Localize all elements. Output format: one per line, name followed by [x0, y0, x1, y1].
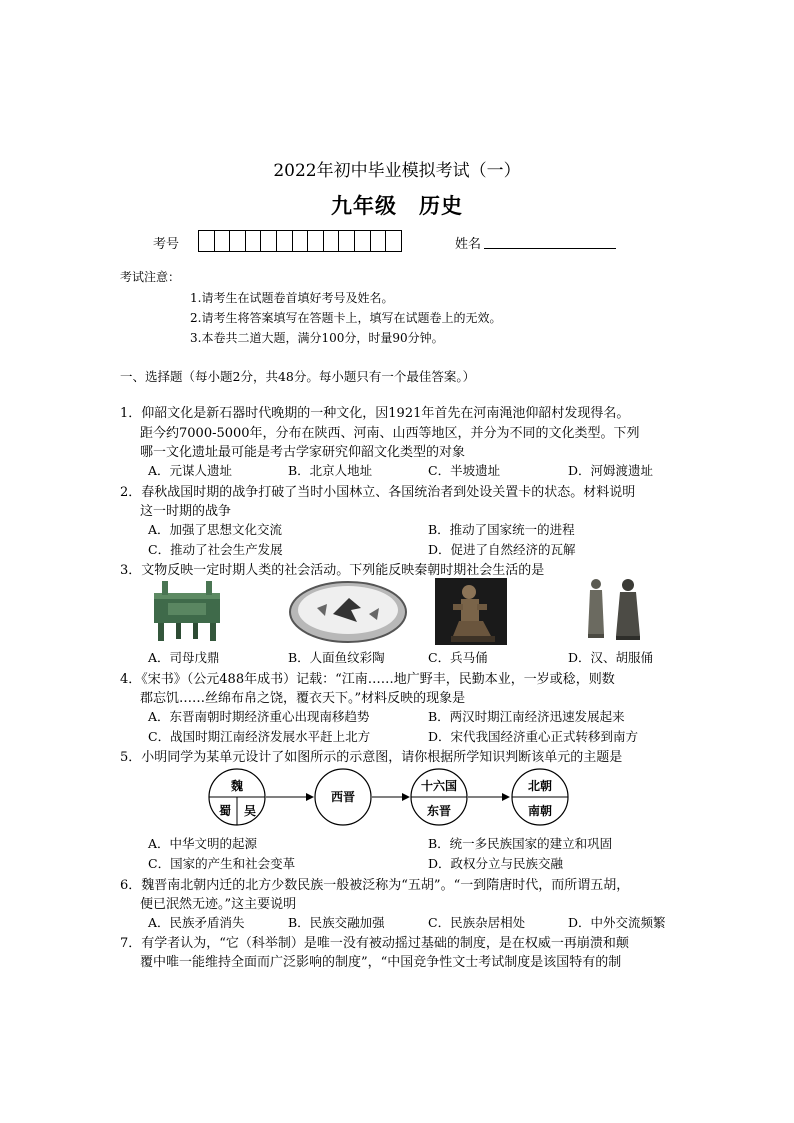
diagram-eastern-jin: 东晋 [426, 804, 452, 818]
painted-pottery-basin-image[interactable] [287, 578, 409, 646]
question-6-line: 6．魏晋南北朝内迁的北方少数民族一般被泛称为“五胡”。“一到隋唐时代，而所谓五胡， [120, 878, 630, 893]
notice-item: 3.本卷共二道大题，满分100分，时量90分钟。 [190, 331, 444, 345]
q3-option-b[interactable]: B．人面鱼纹彩陶 [288, 650, 385, 665]
q5-option-c[interactable]: C．国家的产生和社会变革 [148, 856, 296, 871]
diagram-wu: 吴 [243, 804, 257, 818]
q2-option-b[interactable]: B．推动了国家统一的进程 [428, 522, 575, 537]
q6-option-a[interactable]: A．民族矛盾消失 [148, 915, 245, 930]
name-label: 姓名 [455, 237, 482, 252]
q6-option-d[interactable]: D．中外交流频繁 [568, 915, 666, 930]
diagram-wei: 魏 [230, 779, 244, 793]
han-hu-figurines-image[interactable] [582, 576, 644, 642]
q5-option-d[interactable]: D．政权分立与民族交融 [428, 856, 564, 871]
q1-option-b[interactable]: B．北京人地址 [288, 463, 373, 478]
diagram-southern-dynasties: 南朝 [527, 804, 553, 818]
q1-option-a[interactable]: A．元谋人遗址 [148, 463, 233, 478]
question-4-line: 4．《宋书》（公元488年成书）记载：“江南……地广野丰，民勤本业，一岁或稔，则数 [120, 672, 615, 687]
q6-option-c[interactable]: C．民族杂居相处 [428, 915, 526, 930]
diagram-sixteen-kingdoms: 十六国 [420, 779, 458, 793]
bronze-ding-image[interactable] [148, 579, 226, 643]
question-1-line: 距今约7000-5000年，分布在陕西、河南、山西等地区，并分为不同的文化类型。下列 [140, 426, 640, 441]
exam-number-boxes[interactable] [198, 230, 402, 252]
terracotta-warrior-image[interactable] [435, 578, 507, 645]
q3-option-d[interactable]: D．汉、胡服俑 [568, 650, 654, 665]
question-1-line: 哪一文化遗址最可能是考古学家研究仰韶文化类型的对象 [140, 445, 466, 460]
question-4-line: 郡忘饥……丝绵布帛之饶，覆衣天下。”材料反映的现象是 [140, 691, 466, 706]
q4-option-d[interactable]: D．宋代我国经济重心正式转移到南方 [428, 729, 639, 744]
question-5-line: 5．小明同学为某单元设计了如图所示的示意图，请你根据所学知识判断该单元的主题是 [120, 750, 623, 765]
exam-number-label: 考号 [153, 237, 180, 252]
question-3-line: 3．文物反映一定时期人类的社会活动。下列能反映秦朝时期社会生活的是 [120, 563, 545, 578]
notice-item: 1.请考生在试题卷首填好考号及姓名。 [190, 291, 394, 305]
dynasty-sequence-diagram [205, 766, 585, 828]
exam-subtitle: 九年级 历史 [331, 193, 463, 218]
q2-option-a[interactable]: A．加强了思想文化交流 [148, 522, 283, 537]
q4-option-a[interactable]: A．东晋南朝时期经济重心出现南移趋势 [148, 709, 370, 724]
question-2-line: 2．春秋战国时期的战争打破了当时小国林立、各国统治者到处设关置卡的状态。材料说明 [120, 485, 636, 500]
diagram-northern-dynasties: 北朝 [527, 779, 553, 793]
notice-item: 2.请考生将答案填写在答题卡上，填写在试题卷上的无效。 [190, 311, 502, 325]
diagram-western-jin: 西晋 [330, 790, 356, 804]
q6-option-b[interactable]: B．民族交融加强 [288, 915, 385, 930]
q4-option-c[interactable]: C．战国时期江南经济发展水平赶上北方 [148, 729, 371, 744]
question-7-line: 7．有学者认为，“它（科举制）是唯一没有被动摇过基础的制度，是在权威一再崩溃和颠 [120, 936, 629, 951]
q3-option-a[interactable]: A．司母戊鼎 [148, 650, 220, 665]
q3-option-c[interactable]: C．兵马俑 [428, 650, 488, 665]
question-7-line: 覆中唯一能维持全面而广泛影响的制度”，“中国竞争性文士考试制度是该国特有的制 [140, 955, 622, 970]
q4-option-b[interactable]: B．两汉时期江南经济迅速发展起来 [428, 709, 625, 724]
question-1-line: 1．仰韶文化是新石器时代晚期的一种文化，因1921年首先在河南渑池仰韶村发现得名。 [120, 406, 630, 421]
q2-option-c[interactable]: C．推动了社会生产发展 [148, 542, 283, 557]
q5-option-a[interactable]: A．中华文明的起源 [148, 836, 258, 851]
question-6-line: 便已泯然无迹。”这主要说明 [140, 897, 297, 912]
notice-heading: 考试注意： [120, 270, 181, 284]
section-heading: 一、选择题（每小题2分，共48分。每小题只有一个最佳答案。） [120, 369, 476, 384]
exam-title: 2022年初中毕业模拟考试（一） [273, 161, 521, 181]
q5-option-b[interactable]: B．统一多民族国家的建立和巩固 [428, 836, 613, 851]
q2-option-d[interactable]: D．促进了自然经济的瓦解 [428, 542, 576, 557]
q1-option-c[interactable]: C．半坡遗址 [428, 463, 501, 478]
question-2-line: 这一时期的战争 [140, 504, 232, 519]
q1-option-d[interactable]: D．河姆渡遗址 [568, 463, 654, 478]
name-field[interactable] [484, 248, 616, 249]
diagram-shu: 蜀 [218, 804, 232, 818]
